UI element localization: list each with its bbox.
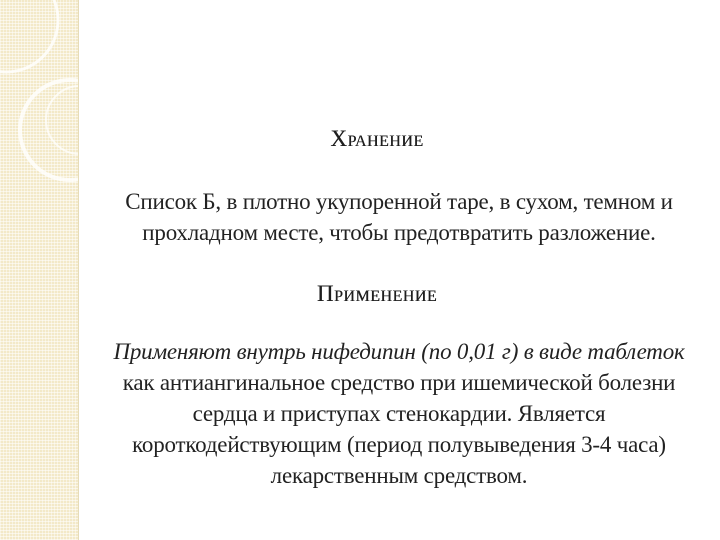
- usage-paragraph: [98, 336, 700, 491]
- decorative-circles-icon: [0, 0, 78, 540]
- storage-paragraph: Список Б, в плотно укупоренной таре, в сухом, темном и прохладном месте, чтобы предотвратить разложение.: [125, 189, 673, 245]
- usage-rest-text: как антиангинальное средство при ишемической болезни сердца и приступах стенокардии. Является короткодействующим (период полувыведения 3-4 часа) лекарственным средством.: [122, 370, 676, 488]
- usage-italic-text: Применяют внутрь нифедипин (по 0,01 г) в виде таблеток: [113, 339, 685, 364]
- slide-content: [78, 0, 720, 540]
- decorative-sidebar: [0, 0, 79, 540]
- storage-heading: Хранение: [330, 126, 424, 151]
- usage-heading: Применение: [316, 281, 438, 306]
